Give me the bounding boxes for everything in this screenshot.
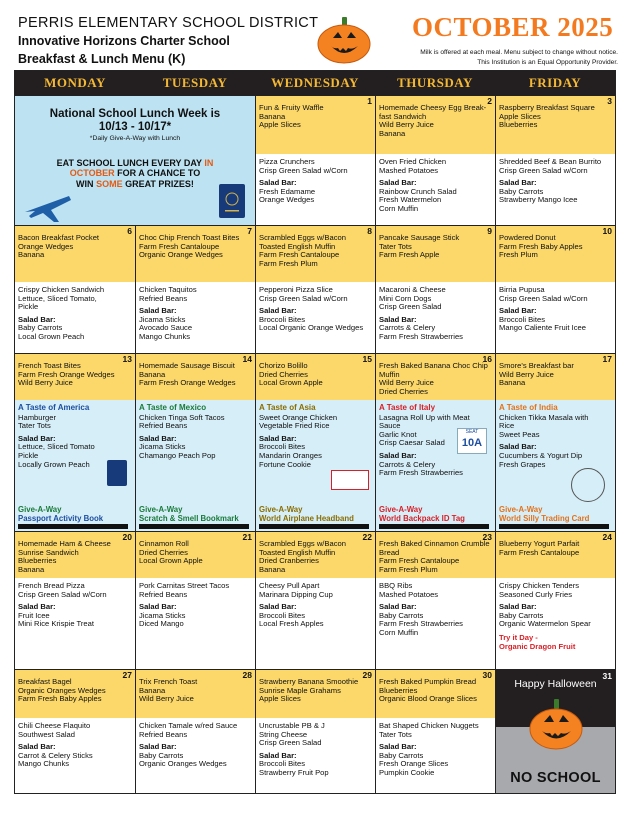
prize-name: World Silly Trading Card — [499, 514, 590, 523]
lunch-section: A Taste of America Hamburger Tater Tots Salad Bar: Lettuce, Sliced Tomato Pickle Locally Grown Peach Give-A-Way Passport Activity Book — [15, 400, 135, 531]
date-number: 13 — [122, 354, 132, 364]
pumpkin-icon — [316, 16, 372, 64]
lunch-section: Chicken Tamale w/red Sauce Refried Beans Salad Bar: Baby Carrots Organic Oranges Wedges — [136, 718, 255, 771]
lunch-section: A Taste of Italy Lasagna Roll Up with Meat Sauce Garlic Knot Crisp Caesar Salad Salad Bar: Carrots & Celery Farm Fresh Strawberries SEAT 10A Give-A-Way World Backpack ID Tag — [376, 400, 495, 531]
promo-message: EAT SCHOOL LUNCH EVERY DAY IN OCTOBER FOR A CHANCE TO WIN SOME GREAT PRIZES! — [56, 157, 214, 189]
date-number: 8 — [367, 226, 372, 236]
salad-bar-label: Salad Bar: — [259, 433, 297, 443]
salad-bar-label: Salad Bar: — [379, 742, 417, 752]
lunch-section: A Taste of Mexico Chicken Tinga Soft Tacos Refried Beans Salad Bar: Jicama Sticks Chamango Peach Pop Give-A-Way Scratch & Smell Bookmark — [136, 400, 255, 531]
lunch-section: Macaroni & Cheese Mini Corn Dogs Crisp Green Salad Salad Bar: Carrots & Celery Farm Fresh Strawberries — [376, 282, 495, 344]
salad-bar-label: Salad Bar: — [259, 750, 297, 760]
ticket-icon — [331, 470, 369, 490]
breakfast-section: 21 Cinnamon Roll Dried Cherries Local Grown Apple — [136, 532, 255, 578]
date-number: 30 — [482, 670, 492, 680]
salad-bar-label: Salad Bar: — [18, 602, 56, 612]
salad-bar-label: Salad Bar: — [379, 602, 417, 612]
breakfast-section: 15 Chorizo Bolillo Dried Cherries Local Grown Apple — [256, 354, 375, 400]
salad-bar-label: Salad Bar: — [139, 306, 177, 316]
week-row — [15, 225, 615, 353]
weekday-friday: FRIDAY — [528, 75, 582, 90]
lunch-section: A Taste of India Chicken Tikka Masala with Rice Sweet Peas Salad Bar: Cucumbers & Yogurt Dip Fresh Grapes Give-A-Way World Silly Trading Card — [496, 400, 615, 531]
week-row — [15, 353, 615, 531]
halloween-panel — [496, 670, 615, 793]
day-cell — [135, 532, 255, 669]
breakfast-section: 8 Scrambled Eggs w/Bacon Toasted English Muffin Farm Fresh Cantaloupe Farm Fresh Plum — [256, 226, 375, 282]
salad-bar-label: Salad Bar: — [139, 602, 177, 612]
date-number: 27 — [122, 670, 132, 680]
salad-bar-label: Salad Bar: — [259, 602, 297, 612]
lunch-section: Pepperoni Pizza Slice Crisp Green Salad w/Corn Salad Bar: Broccoli Bites Local Organic Orange Wedges — [256, 282, 375, 335]
date-number: 6 — [127, 226, 132, 236]
date-number: 14 — [242, 354, 252, 364]
theme-title: A Taste of Mexico — [139, 403, 207, 412]
passport-icon — [219, 184, 245, 218]
breakfast-section: 3 Raspberry Breakfast Square Apple Slices Blueberries — [496, 96, 615, 154]
theme-title: A Taste of Italy — [379, 403, 436, 412]
district-name: PERRIS ELEMENTARY SCHOOL DISTRICT — [18, 15, 319, 31]
breakfast-section: 14 Homemade Sausage Biscuit Banana Farm Fresh Orange Wedges — [136, 354, 255, 400]
day-cell — [375, 532, 495, 669]
day-cell — [375, 354, 495, 531]
breakfast-section: 1 Fun & Fruity Waffle Banana Apple Slices — [256, 96, 375, 154]
date-number: 10 — [602, 226, 612, 236]
lunch-section: Chicken Taquitos Refried Beans Salad Bar: Jicama Sticks Avocado Sauce Mango Chunks — [136, 282, 255, 344]
week-row — [15, 95, 615, 225]
breakfast-section: 23 Fresh Baked Cinnamon Crumble Bread Farm Fresh Cantaloupe Farm Fresh Plum — [376, 532, 495, 578]
lunch-section: Crispy Chicken Sandwich Lettuce, Sliced Tomato, Pickle Salad Bar: Baby Carrots Local Grown Peach — [15, 282, 135, 344]
date-number: 29 — [362, 670, 372, 680]
theme-title: A Taste of Asia — [259, 403, 316, 412]
date-number: 20 — [122, 532, 132, 542]
date-number: 9 — [487, 226, 492, 236]
halloween-cell — [495, 670, 615, 793]
breakfast-section: 24 Blueberry Yogurt Parfait Farm Fresh Cantaloupe — [496, 532, 615, 578]
salad-bar-label: Salad Bar: — [379, 178, 417, 188]
salad-bar-label: Salad Bar: — [18, 314, 56, 324]
breakfast-section: 29 Strawberry Banana Smoothie Sunrise Maple Grahams Apple Slices — [256, 670, 375, 718]
give-a-way: Give-A-Way World Backpack ID Tag — [379, 505, 489, 529]
week-row — [15, 669, 615, 793]
weekday-thursday: THURSDAY — [397, 75, 473, 90]
airplane-icon — [21, 188, 73, 224]
try-it-day: Try it Day - — [499, 632, 538, 642]
salad-bar-label: Salad Bar: — [259, 306, 297, 316]
day-cell — [255, 226, 375, 353]
day-cell — [135, 354, 255, 531]
salad-bar-label: Salad Bar: — [18, 742, 56, 752]
jack-o-lantern-icon — [528, 698, 584, 750]
breakfast-section: 30 Fresh Baked Pumpkin Bread Blueberries Organic Blood Orange Slices — [376, 670, 495, 718]
salad-bar-label: Salad Bar: — [259, 178, 297, 188]
salad-bar-label: Salad Bar: — [499, 602, 537, 612]
breakfast-section: 20 Homemade Ham & Cheese Sunrise Sandwich Blueberries Banana — [15, 532, 135, 578]
breakfast-section: 10 Powdered Donut Farm Fresh Baby Apples Fresh Plum — [496, 226, 615, 282]
weekday-tuesday: TUESDAY — [162, 75, 228, 90]
lunch-section: Cheesy Pull Apart Marinara Dipping Cup Salad Bar: Broccoli Bites Local Fresh Apples — [256, 578, 375, 631]
date-number: 7 — [247, 226, 252, 236]
salad-bar-label: Salad Bar: — [379, 450, 417, 460]
day-cell — [375, 226, 495, 353]
day-cell — [495, 354, 615, 531]
lunch-section: French Bread Pizza Crisp Green Salad w/Corn Salad Bar: Fruit Icee Mini Rice Krispie Treat — [15, 578, 135, 631]
salad-bar-label: Salad Bar: — [499, 178, 537, 188]
give-a-way: Give-A-Way Passport Activity Book — [18, 505, 128, 529]
weekday-header — [15, 71, 615, 95]
lunch-section: Crispy Chicken Tenders Seasoned Curly Fries Salad Bar: Baby Carrots Organic Watermelon Spear Try it Day - Organic Dragon Fruit — [496, 578, 615, 653]
holiday-label: Happy Halloween — [514, 678, 597, 690]
date-number: 28 — [242, 670, 252, 680]
month-title: OCTOBER 2025 — [412, 12, 614, 42]
promo-dates: 10/13 - 10/17* — [98, 121, 172, 133]
prize-name: Scratch & Smell Bookmark — [139, 514, 239, 523]
lunch-section: BBQ Ribs Mashed Potatoes Salad Bar: Baby Carrots Farm Fresh Strawberries Corn Muffin — [376, 578, 495, 640]
day-cell — [255, 96, 375, 225]
menu-title: Breakfast & Lunch Menu (K) — [18, 52, 186, 66]
date-number: 2 — [487, 96, 492, 106]
date-number: 16 — [482, 354, 492, 364]
passport-icon — [107, 460, 127, 486]
breakfast-section: 7 Choc Chip French Toast Bites Farm Fresh Cantaloupe Organic Orange Wedges — [136, 226, 255, 282]
try-it-item: Organic Dragon Fruit — [499, 641, 576, 651]
date-number: 23 — [482, 532, 492, 542]
day-cell — [15, 226, 135, 353]
day-cell — [495, 532, 615, 669]
breakfast-section: 6 Bacon Breakfast Pocket Orange Wedges Banana — [15, 226, 135, 282]
lunch-section: Chili Cheese Flaquito Southwest Salad Salad Bar: Carrot & Celery Sticks Mango Chunks — [15, 718, 135, 771]
salad-bar-label: Salad Bar: — [499, 442, 537, 452]
lunch-section: Shredded Beef & Bean Burrito Crisp Green Salad w/Corn Salad Bar: Baby Carrots Strawberry Mango Icee — [496, 154, 615, 207]
give-a-way: Give-A-Way World Airplane Headband — [259, 505, 369, 529]
stamp-icon — [571, 468, 605, 502]
lunch-section: Oven Fried Chicken Mashed Potatoes Salad Bar: Rainbow Crunch Salad Fresh Watermelon Corn Muffin — [376, 154, 495, 216]
prize-name: World Airplane Headband — [259, 514, 354, 523]
date-number: 17 — [602, 354, 612, 364]
lunch-section: Pork Carnitas Street Tacos Refried Beans Salad Bar: Jicama Sticks Diced Mango — [136, 578, 255, 631]
promo-title: National School Lunch Week is — [49, 108, 221, 120]
seat-ticket-icon: SEAT 10A — [457, 428, 487, 454]
day-cell — [495, 226, 615, 353]
date-number: 15 — [362, 354, 372, 364]
theme-title: A Taste of America — [18, 403, 90, 412]
promo-sub: *Daily Give-A-Way with Lunch — [89, 135, 181, 142]
breakfast-section: 9 Pancake Sausage Stick Tater Tots Farm Fresh Apple — [376, 226, 495, 282]
breakfast-section: 2 Homemade Cheesy Egg Break- fast Sandwich Wild Berry Juice Banana — [376, 96, 495, 154]
theme-title: A Taste of India — [499, 403, 558, 412]
lunch-section: Birria Pupusa Crisp Green Salad w/Corn Salad Bar: Broccoli Bites Mango Caliente Fruit Icee — [496, 282, 615, 335]
day-cell — [135, 670, 255, 793]
salad-bar-label: Salad Bar: — [139, 433, 177, 443]
week-row — [15, 531, 615, 669]
salad-bar-label: Salad Bar: — [379, 314, 417, 324]
date-number: 31 — [602, 671, 612, 681]
no-school-label: NO SCHOOL — [510, 770, 601, 787]
day-cell — [15, 670, 135, 793]
day-cell — [495, 96, 615, 225]
breakfast-section: 22 Scrambled Eggs w/Bacon Toasted English Muffin Dried Cranberries Banana — [256, 532, 375, 578]
date-number: 21 — [242, 532, 252, 542]
prize-name: Passport Activity Book — [18, 514, 104, 523]
lunch-section: Pizza Crunchers Crisp Green Salad w/Corn Salad Bar: Fresh Edamame Orange Wedges — [256, 154, 375, 207]
day-cell — [255, 670, 375, 793]
salad-bar-label: Salad Bar: — [139, 742, 177, 752]
salad-bar-label: Salad Bar: — [18, 433, 56, 443]
date-number: 3 — [607, 96, 612, 106]
breakfast-section: 28 Trix French Toast Banana Wild Berry Juice — [136, 670, 255, 718]
weekday-wednesday: WEDNESDAY — [271, 75, 359, 90]
weekday-monday: MONDAY — [44, 75, 106, 90]
breakfast-section: 27 Breakfast Bagel Organic Oranges Wedges Farm Fresh Baby Apples — [15, 670, 135, 718]
date-number: 1 — [367, 96, 372, 106]
prize-name: World Backpack ID Tag — [379, 514, 465, 523]
give-a-way: Give-A-Way World Silly Trading Card — [499, 505, 609, 529]
day-cell — [15, 354, 135, 531]
date-number: 22 — [362, 532, 372, 542]
day-cell — [255, 354, 375, 531]
salad-bar-label: Salad Bar: — [499, 306, 537, 316]
day-cell — [375, 96, 495, 225]
promo-cell — [15, 96, 255, 225]
lunch-section: A Taste of Asia Sweet Orange Chicken Vegetable Fried Rice Salad Bar: Broccoli Bites Mandarin Oranges Fortune Cookie Give-A-Way World Airplane Headband — [256, 400, 375, 531]
date-number: 24 — [602, 532, 612, 542]
lunch-section: Bat Shaped Chicken Nuggets Tater Tots Salad Bar: Baby Carrots Fresh Orange Slices Pumpkin Cookie — [376, 718, 495, 780]
school-name: Innovative Horizons Charter School — [18, 34, 230, 48]
menu-calendar — [14, 70, 616, 794]
menu-notice: Milk is offered at each meal. Menu subject to change without notice. This Institution is an Equal Opportunity Provider. — [420, 49, 618, 66]
breakfast-section: 13 French Toast Bites Farm Fresh Orange Wedges Wild Berry Juice — [15, 354, 135, 400]
day-cell — [255, 532, 375, 669]
day-cell — [135, 226, 255, 353]
breakfast-section: 17 Smore's Breakfast bar Wild Berry Juice Banana — [496, 354, 615, 400]
lunch-section: Uncrustable PB & J String Cheese Crisp Green Salad Salad Bar: Broccoli Bites Strawberry Fruit Pop — [256, 718, 375, 780]
menu-header — [18, 12, 618, 72]
day-cell — [15, 532, 135, 669]
breakfast-section: 16 Fresh Baked Banana Choc Chip Muffin Wild Berry Juice Dried Cherries — [376, 354, 495, 400]
day-cell — [375, 670, 495, 793]
give-a-way: Give-A-Way Scratch & Smell Bookmark — [139, 505, 249, 529]
